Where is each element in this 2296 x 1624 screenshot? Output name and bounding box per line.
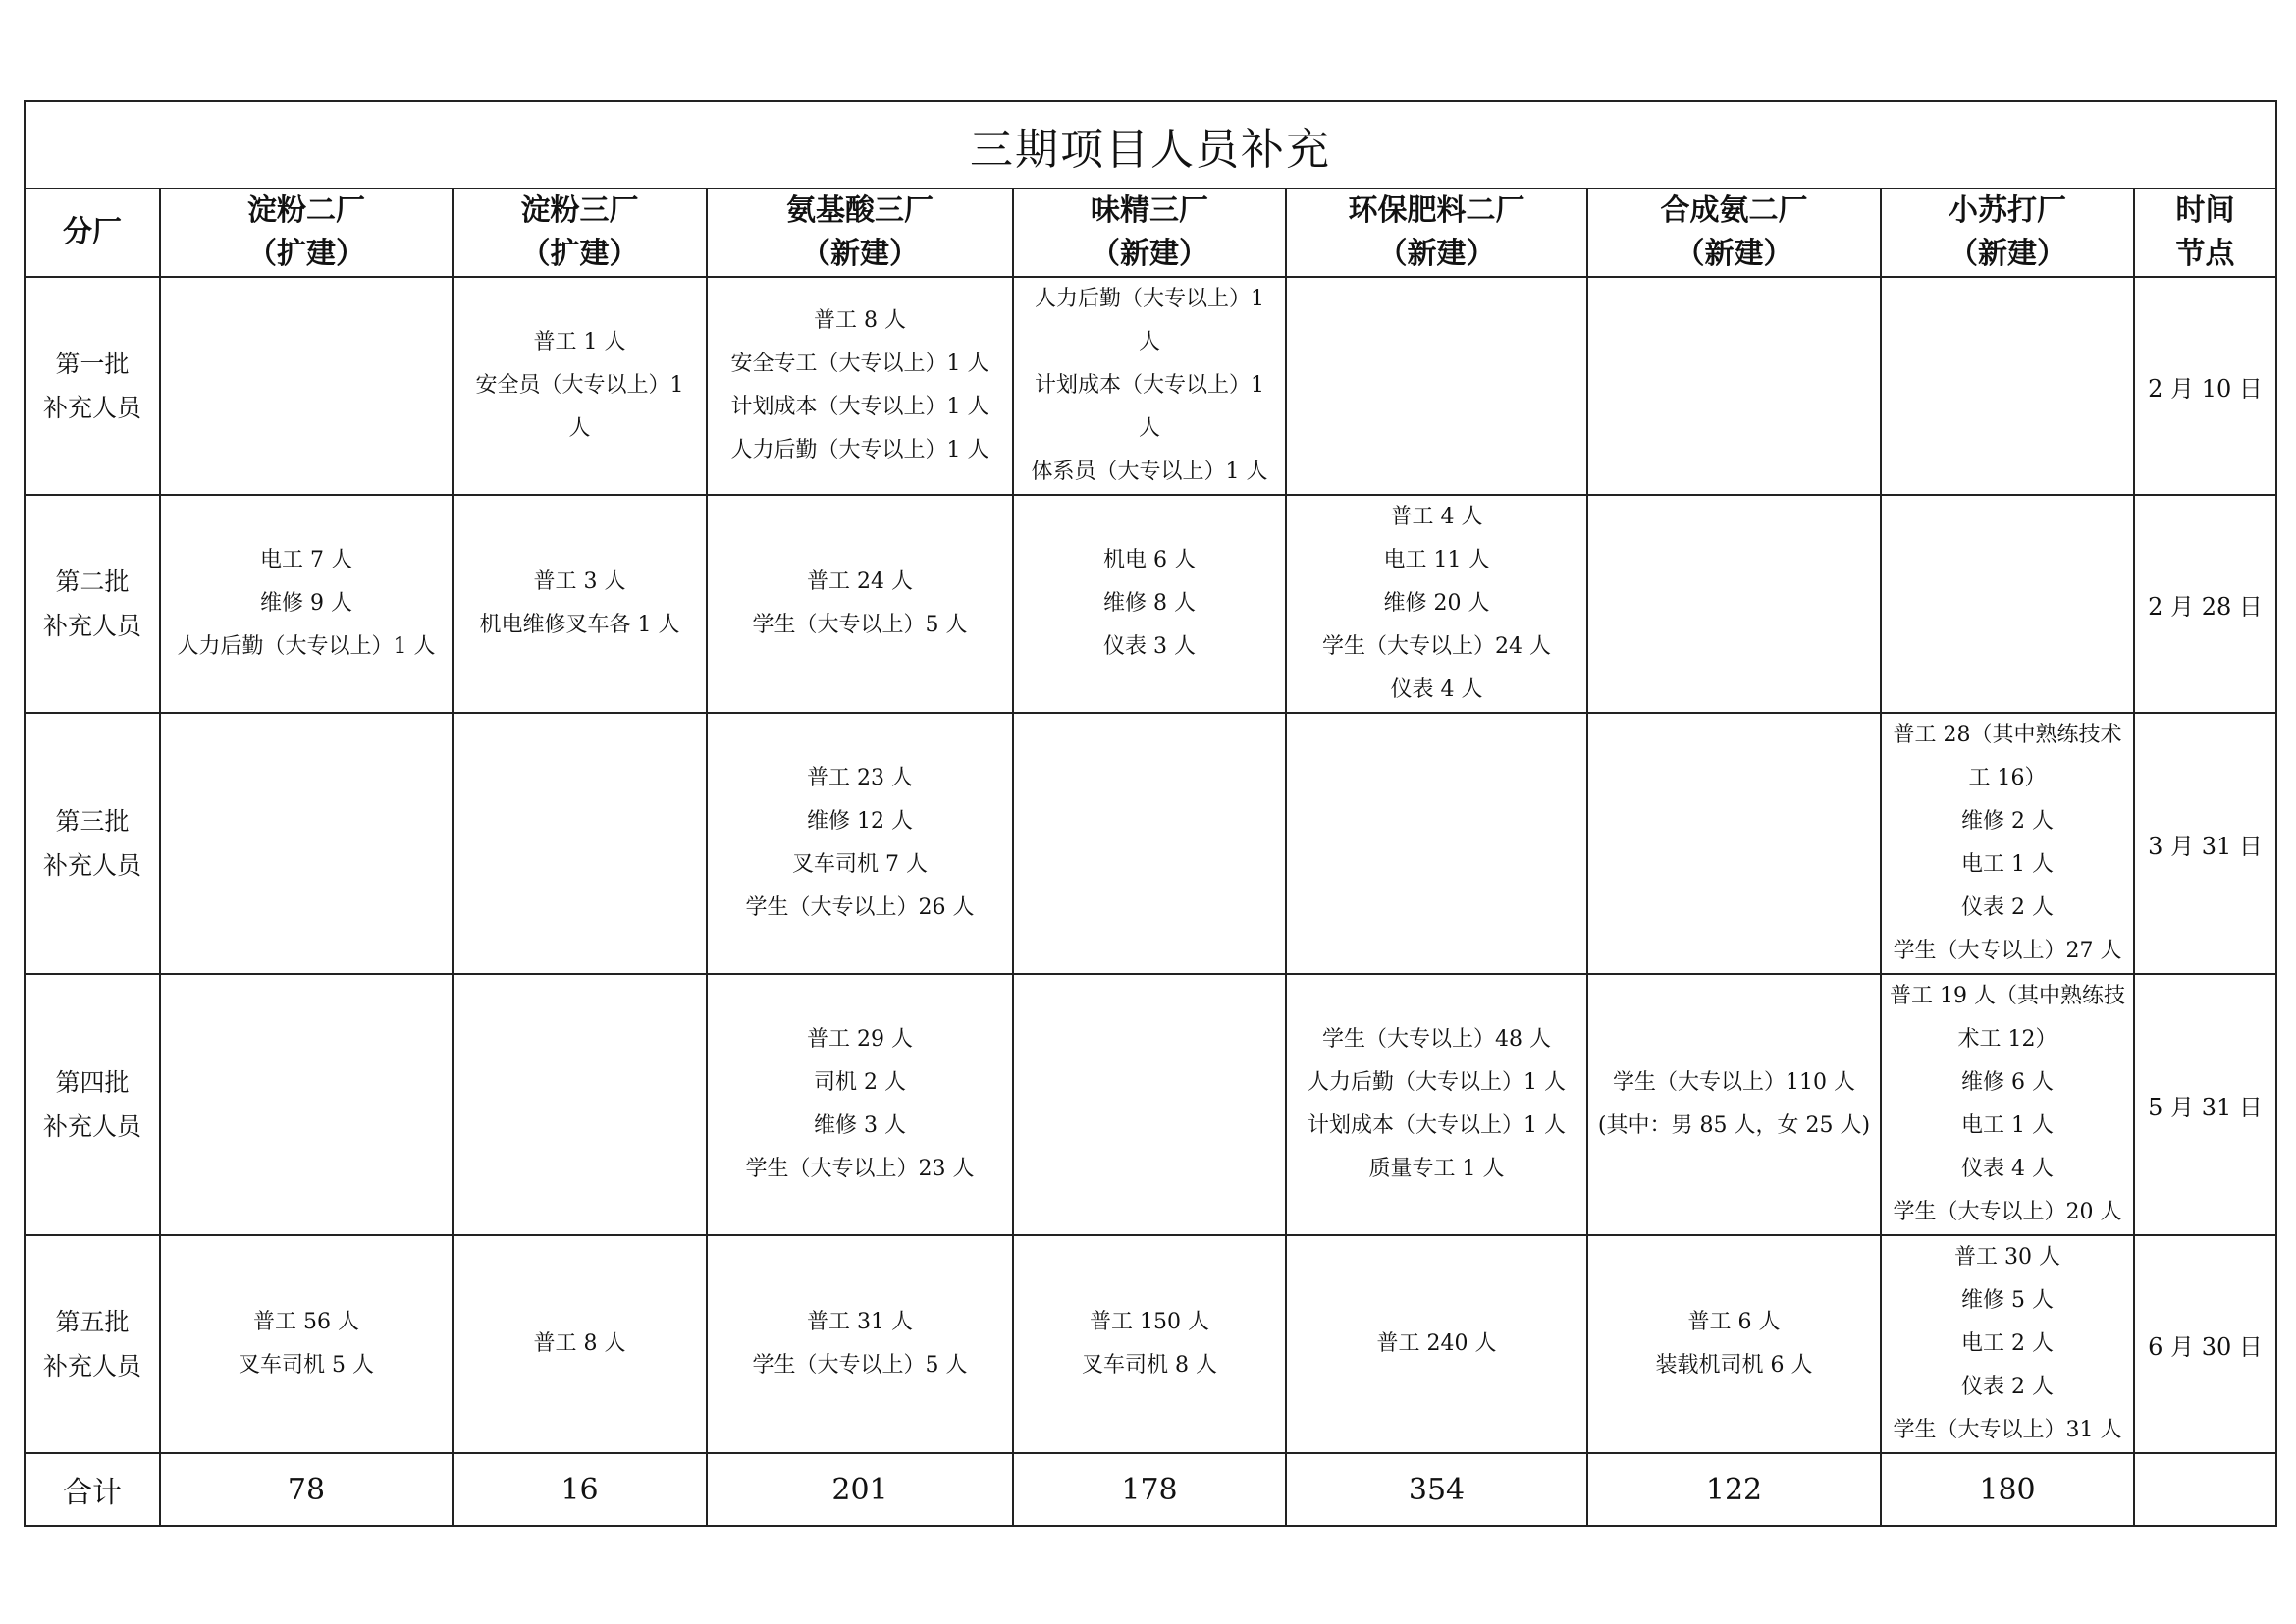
batch-label-line: 补充人员 <box>42 1112 141 1141</box>
batch-label <box>25 974 160 1235</box>
time-node-label: 节点 <box>2175 237 2235 271</box>
staff-entry: 质量专工 1 人 <box>1368 1157 1505 1181</box>
staff-entry: 计划成本（大专以上）1 人 <box>1308 1113 1566 1138</box>
staff-cell <box>1587 277 1881 495</box>
staff-entry: 普工 6 人 <box>1687 1310 1781 1334</box>
staff-entry: 叉车司机 8 人 <box>1082 1353 1217 1378</box>
batch-label-line: 第三批 <box>55 807 130 836</box>
staff-cell <box>1013 713 1286 974</box>
batch-label <box>25 1235 160 1453</box>
staff-entry: 人 <box>568 416 591 441</box>
staff-entry: 普工 19 人（其中熟练技 <box>1890 984 2125 1008</box>
batch-row <box>25 1235 2276 1453</box>
plant-name: 环保肥料二厂 <box>1348 193 1525 228</box>
staff-entry: 学生（大专以上）48 人 <box>1322 1027 1551 1052</box>
staff-cell <box>160 713 453 974</box>
staff-cell <box>160 277 453 495</box>
staff-entry: 机电维修叉车各 1 人 <box>479 613 680 637</box>
staff-entry: 人 <box>1138 330 1160 354</box>
staff-entry: 安全专工（大专以上）1 人 <box>730 352 989 376</box>
batch-label <box>25 277 160 495</box>
header-plant-5 <box>1286 189 1587 277</box>
batch-row <box>25 974 2276 1235</box>
staff-entry: 学生（大专以上）26 人 <box>745 895 975 920</box>
staff-cell <box>1286 1235 1587 1453</box>
staff-entry: 普工 30 人 <box>1954 1245 2060 1270</box>
staff-entry: 人力后勤（大专以上）1 人 <box>1308 1070 1566 1095</box>
staff-entry: 装载机司机 6 人 <box>1655 1353 1813 1378</box>
staff-entry: 普工 29 人 <box>807 1027 913 1052</box>
staff-cell <box>453 495 707 713</box>
staff-entry: 学生（大专以上）23 人 <box>745 1157 975 1181</box>
staff-entry: 普工 8 人 <box>533 1331 626 1356</box>
header-plant-2 <box>453 189 707 277</box>
plant-type: （扩建） <box>520 237 639 271</box>
plant-name: 味精三厂 <box>1091 193 1208 228</box>
batch-date: 6 月 30 日 <box>2134 1235 2276 1453</box>
staff-cell <box>1286 277 1587 495</box>
staff-cell <box>1013 277 1286 495</box>
staff-entry: 电工 1 人 <box>1961 852 2054 877</box>
staff-entry: 计划成本（大专以上）1 <box>1035 373 1264 398</box>
staff-entry: (其中：男 85 人，女 25 人) <box>1597 1113 1871 1138</box>
staff-entry: 电工 1 人 <box>1961 1113 2054 1138</box>
staff-entry: 工 16） <box>1968 766 2047 790</box>
total-date <box>2134 1453 2276 1526</box>
plant-type: （新建） <box>1675 237 1793 271</box>
plant-type: （新建） <box>1091 237 1208 271</box>
staff-entry: 学生（大专以上）27 人 <box>1893 939 2122 963</box>
batch-label-line: 第二批 <box>55 568 130 596</box>
staff-entry: 叉车司机 5 人 <box>239 1353 374 1378</box>
staff-entry: 仪表 4 人 <box>1961 1157 2054 1181</box>
staff-entry: 普工 56 人 <box>253 1310 359 1334</box>
staff-entry: 维修 20 人 <box>1383 591 1490 616</box>
staff-cell <box>1286 974 1587 1235</box>
batch-label <box>25 495 160 713</box>
staff-cell <box>160 1235 453 1453</box>
staff-entry: 体系员（大专以上）1 人 <box>1031 460 1268 484</box>
staff-entry: 学生（大专以上）24 人 <box>1322 634 1551 659</box>
staff-entry: 维修 6 人 <box>1961 1070 2054 1095</box>
staff-cell <box>1881 277 2134 495</box>
staff-cell <box>453 1235 707 1453</box>
staff-cell <box>707 277 1013 495</box>
plant-name: 淀粉三厂 <box>520 193 639 228</box>
batch-label-line: 第五批 <box>55 1308 130 1336</box>
staff-entry: 普工 31 人 <box>807 1310 913 1334</box>
batch-date: 5 月 31 日 <box>2134 974 2276 1235</box>
staff-entry: 学生（大专以上）5 人 <box>752 613 968 637</box>
plant-type: （新建） <box>1949 237 2066 271</box>
staff-entry: 学生（大专以上）5 人 <box>752 1353 968 1378</box>
staff-cell <box>1013 974 1286 1235</box>
staff-cell <box>453 974 707 1235</box>
total-value: 201 <box>707 1453 1013 1526</box>
staff-cell <box>160 974 453 1235</box>
totals-label: 合计 <box>25 1453 160 1526</box>
header-plant-label: 分厂 <box>25 189 160 277</box>
header-time-node <box>2134 189 2276 277</box>
staff-entry: 机电 6 人 <box>1103 548 1196 572</box>
batch-label-line: 补充人员 <box>42 394 141 422</box>
staff-cell <box>1013 495 1286 713</box>
staff-cell <box>1881 1235 2134 1453</box>
batch-label-line: 补充人员 <box>42 1352 141 1380</box>
batch-date: 2 月 28 日 <box>2134 495 2276 713</box>
staff-cell <box>1881 495 2134 713</box>
staff-cell <box>1587 974 1881 1235</box>
header-plant-4 <box>1013 189 1286 277</box>
staff-entry: 普工 4 人 <box>1390 505 1483 529</box>
batch-date: 2 月 10 日 <box>2134 277 2276 495</box>
batch-row <box>25 713 2276 974</box>
staff-entry: 维修 9 人 <box>260 591 352 616</box>
staff-entry: 维修 3 人 <box>814 1113 906 1138</box>
staff-entry: 维修 2 人 <box>1961 809 2054 834</box>
staff-entry: 叉车司机 7 人 <box>792 852 928 877</box>
header-plant-7 <box>1881 189 2134 277</box>
staff-entry: 电工 7 人 <box>260 548 352 572</box>
batch-label-line: 第四批 <box>55 1068 130 1097</box>
staff-cell <box>1587 713 1881 974</box>
total-value: 178 <box>1013 1453 1286 1526</box>
staff-entry: 学生（大专以上）110 人 <box>1613 1070 1855 1095</box>
staffing-table <box>24 100 2277 1527</box>
batch-label <box>25 713 160 974</box>
total-value: 122 <box>1587 1453 1881 1526</box>
staff-entry: 电工 2 人 <box>1961 1331 2054 1356</box>
staff-entry: 普工 24 人 <box>807 569 913 594</box>
staff-entry: 普工 150 人 <box>1090 1310 1209 1334</box>
plant-name: 合成氨二厂 <box>1660 193 1808 228</box>
staff-entry: 仪表 2 人 <box>1961 1375 2054 1399</box>
staff-cell <box>1013 1235 1286 1453</box>
batch-row <box>25 277 2276 495</box>
staff-entry: 学生（大专以上）31 人 <box>1893 1418 2122 1442</box>
plant-name: 小苏打厂 <box>1949 193 2066 228</box>
staff-entry: 普工 28（其中熟练技术 <box>1893 723 2122 747</box>
table-title: 三期项目人员补充 <box>25 101 2276 189</box>
staff-cell <box>453 713 707 974</box>
plant-name: 氨基酸三厂 <box>786 193 934 228</box>
staff-entry: 普工 8 人 <box>814 308 906 333</box>
batch-label-line: 补充人员 <box>42 851 141 880</box>
staff-entry: 维修 5 人 <box>1961 1288 2054 1313</box>
plant-type: （新建） <box>801 237 919 271</box>
staff-entry: 仪表 4 人 <box>1390 677 1483 702</box>
staff-entry: 仪表 3 人 <box>1103 634 1196 659</box>
header-plant-1 <box>160 189 453 277</box>
batch-label-line: 第一批 <box>55 350 130 378</box>
staff-entry: 人力后勤（大专以上）1 <box>1035 287 1264 311</box>
total-value: 354 <box>1286 1453 1587 1526</box>
staff-entry: 维修 12 人 <box>807 809 913 834</box>
staff-entry: 人 <box>1138 416 1160 441</box>
total-value: 180 <box>1881 1453 2134 1526</box>
staff-cell <box>707 1235 1013 1453</box>
plant-type: （扩建） <box>247 237 365 271</box>
staff-entry: 司机 2 人 <box>814 1070 906 1095</box>
batch-row <box>25 495 2276 713</box>
staff-cell <box>1286 713 1587 974</box>
plant-type: （新建） <box>1377 237 1496 271</box>
plant-name: 淀粉二厂 <box>247 193 365 228</box>
staff-cell <box>453 277 707 495</box>
staff-cell <box>1881 713 2134 974</box>
staff-entry: 术工 12） <box>1957 1027 2057 1052</box>
staff-cell <box>160 495 453 713</box>
total-value: 16 <box>453 1453 707 1526</box>
staff-cell <box>1587 495 1881 713</box>
staff-entry: 仪表 2 人 <box>1961 895 2054 920</box>
total-value: 78 <box>160 1453 453 1526</box>
staff-entry: 人力后勤（大专以上）1 人 <box>177 634 436 659</box>
staff-entry: 安全员（大专以上）1 <box>475 373 684 398</box>
totals-row <box>25 1453 2276 1526</box>
staff-entry: 计划成本（大专以上）1 人 <box>730 395 989 419</box>
staff-entry: 维修 8 人 <box>1103 591 1196 616</box>
header-plant-3 <box>707 189 1013 277</box>
staff-cell <box>707 495 1013 713</box>
staff-entry: 普工 3 人 <box>533 569 626 594</box>
staff-entry: 学生（大专以上）20 人 <box>1893 1200 2122 1224</box>
staff-entry: 人力后勤（大专以上）1 人 <box>730 438 989 462</box>
batch-date: 3 月 31 日 <box>2134 713 2276 974</box>
staff-cell <box>707 713 1013 974</box>
staff-cell <box>707 974 1013 1235</box>
time-node-label: 时间 <box>2175 193 2235 228</box>
staff-cell <box>1587 1235 1881 1453</box>
staff-cell <box>1881 974 2134 1235</box>
batch-label-line: 补充人员 <box>42 612 141 640</box>
staff-entry: 普工 240 人 <box>1376 1331 1497 1356</box>
header-plant-6 <box>1587 189 1881 277</box>
staff-cell <box>1286 495 1587 713</box>
staff-entry: 电工 11 人 <box>1383 548 1490 572</box>
staff-entry: 普工 1 人 <box>533 330 626 354</box>
staff-entry: 普工 23 人 <box>807 766 913 790</box>
